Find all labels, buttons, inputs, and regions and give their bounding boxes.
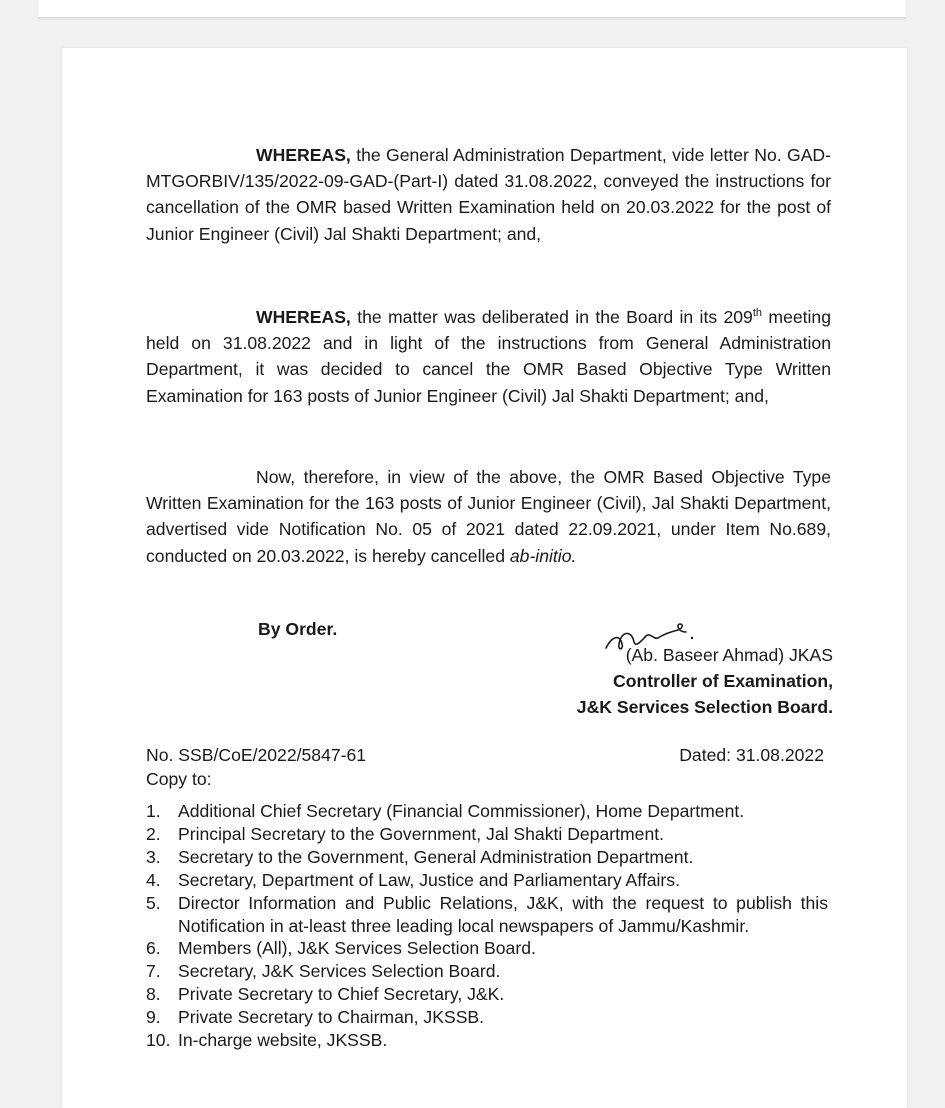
previous-page-edge [38,0,906,18]
paragraph-whereas-1 [146,142,831,247]
list-item: 8. Private Secretary to Chief Secretary, J&K. [146,984,505,1005]
list-item: 7. Secretary, J&K Services Selection Board. [146,961,501,982]
signatory-name: (Ab. Baseer Ahmad) JKAS [625,645,833,665]
paragraph-now-therefore [146,464,831,569]
by-order-label: By Order. [258,619,338,639]
paragraph-text: Now, therefore, in view of the above, the OMR Based Objective Type Written Examination for the 163 posts of Junior Engineer (Civil), Jal Shakti Department, advertised vide Notification No. 05 of 2021 dated 22.09.2021, under Item No.689, conducted on 20.03.2022, is hereby cancelled [146,467,831,566]
list-item: 1. Additional Chief Secretary (Financial Commissioner), Home Department. [146,801,745,821]
list-item: 2. Principal Secretary to the Government, Jal Shakti Department. [146,823,665,844]
paragraph-lead-bold: WHEREAS, [256,145,351,165]
copy-to-label: Copy to: [146,769,212,789]
list-item: 5. Director Information and Public Relations, J&K, with the request to publish this Notification in at-least three leading local newspapers of Jammu/Kashmir. [146,892,828,936]
signatory-designation: Controller of Examination, [613,671,833,692]
signatory-organization: J&K Services Selection Board. [576,697,833,718]
document-page [62,48,907,1108]
ab-initio-text: ab-initio. [509,545,577,566]
paragraph-lead-bold: WHEREAS, [256,307,351,327]
reference-date: Dated: 31.08.2022 [679,745,824,765]
ordinal-superscript: th [752,307,763,320]
list-item: 4. Secretary, Department of Law, Justice and Parliamentary Affairs. [146,869,680,890]
paragraph-text: the matter was deliberated in the Board in its 209 [350,307,753,327]
list-item: 3. Secretary to the Government, General Administration Department. [146,846,694,867]
paragraph-text: the General Administration Department, vide letter No. GAD-MTGORBIV/135/2022-09-GAD-(Part-I) dated 31.08.2022, conveyed the instructions for cancellation of the OMR based Written Examination held on 20.03.2022 for the post of Junior Engineer (Civil) Jal Shakti Department; and, [146,145,831,244]
list-item: 6. Members (All), J&K Services Selection Board. [146,938,536,959]
reference-number: No. SSB/CoE/2022/5847-61 [146,745,367,765]
list-item: 10. In-charge website, JKSSB. [146,1030,388,1051]
signature-block [433,642,833,721]
paragraph-whereas-2 [146,304,831,409]
copy-recipient-list [146,800,828,1052]
list-item: 9. Private Secretary to Chairman, JKSSB. [146,1007,485,1028]
paragraph-text: meeting held on 31.08.2022 and in light of the instructions from General Administration Department, it was decided to cancel the OMR Based Objective Type Written Examination for 163 posts of Junior Engineer (Civil) Jal Shakti Department; and, [146,307,831,406]
